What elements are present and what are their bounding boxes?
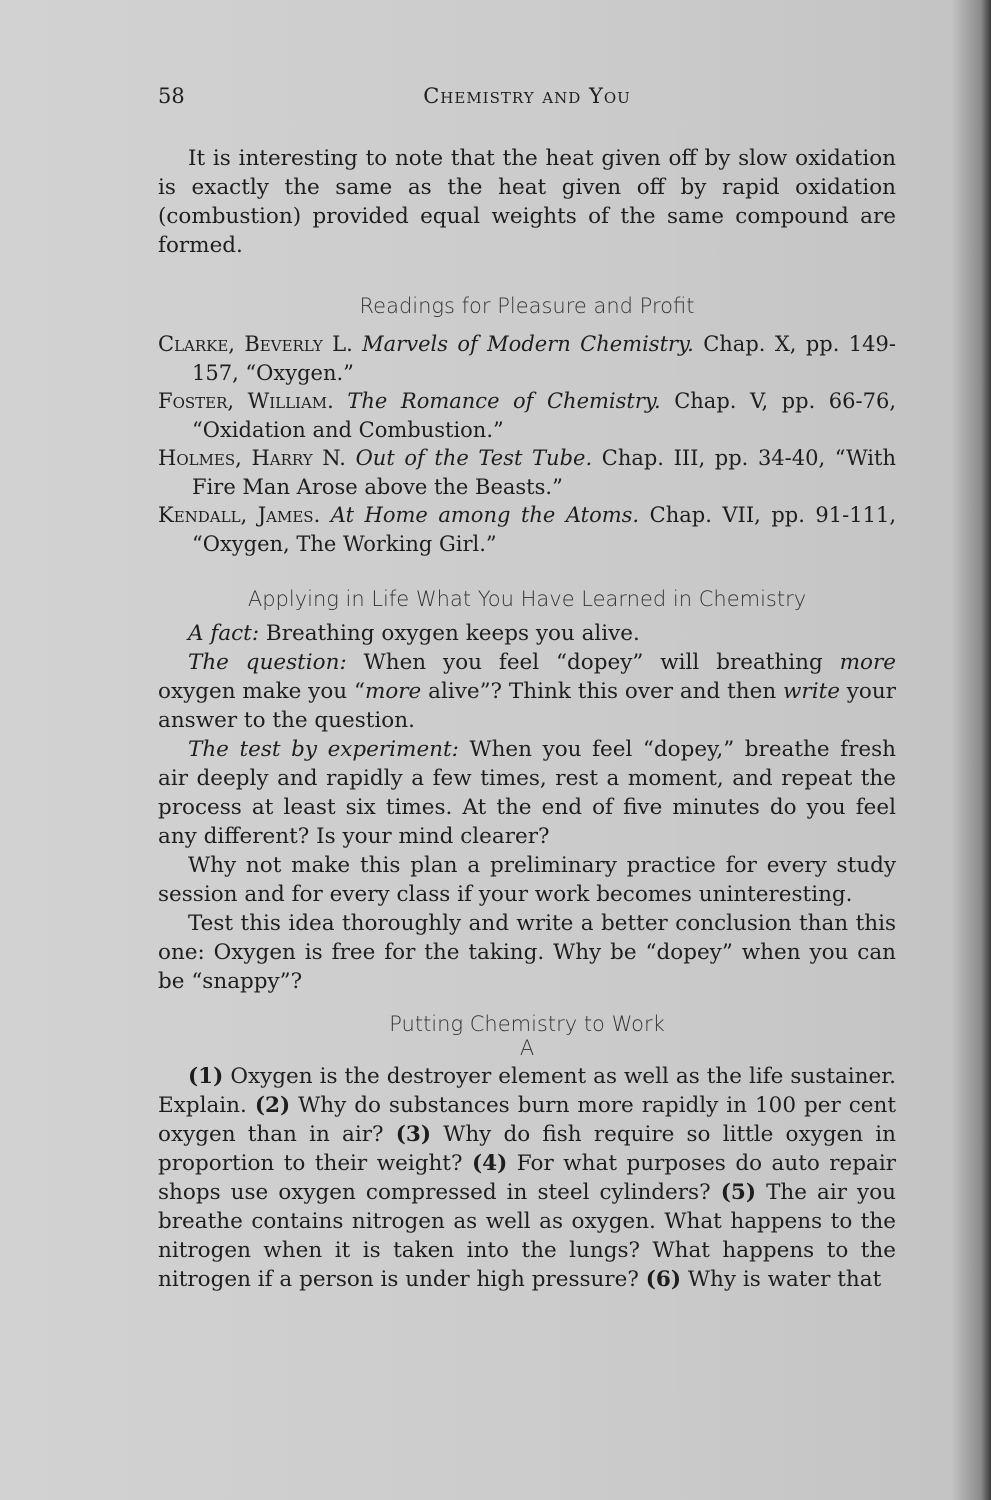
question-text: alive”? Think this over and then (428, 679, 777, 704)
reading-author: Foster, William. (158, 389, 334, 413)
applying-heading: Applying in Life What You Have Learned in Chemistry (247, 587, 807, 611)
question-emphasis: more (364, 679, 422, 704)
question-text: When you feel “dopey” will breathing (363, 650, 823, 675)
reading-entry (158, 330, 896, 387)
page-header (158, 84, 896, 118)
reading-author: Clarke, Beverly L. (158, 332, 353, 356)
reading-title: At Home among the Atoms. (330, 503, 640, 527)
reading-details: Chap. III, pp. 34-40, “With Fire Man Arose above the Beasts.” (192, 446, 896, 499)
readings-section (158, 294, 896, 558)
reading-details: Chap. X, pp. 149-157, “Oxygen.” (192, 332, 896, 385)
putting-heading: Putting Chemistry to Work (389, 1012, 665, 1036)
reading-title: Marvels of Modern Chemistry. (362, 332, 694, 356)
question-text: Why do fish require so little oxygen in proportion to their weight? (158, 1122, 896, 1176)
running-title: Chemistry and You (423, 84, 631, 108)
question-emphasis: more (839, 650, 896, 675)
question-text: oxygen make you “ (158, 679, 365, 704)
question-number: (1) (188, 1064, 224, 1089)
why-paragraph: Why not make this plan a preliminary practice for every study session and for every class if your work becomes uninteresting. (158, 853, 896, 907)
intro-paragraph: It is interesting to note that the heat given off by slow oxidation is exactly the same as the heat given off by rapid oxidation (combustion) provided equal weights of the same compound are formed. (158, 146, 896, 258)
test-idea-paragraph: Test this idea thoroughly and write a better conclusion than this one: Oxygen is free for the taking. Why be “dopey” when you can be “snappy”? (158, 911, 896, 994)
question-number: (2) (254, 1093, 291, 1118)
question-number: (6) (645, 1267, 682, 1292)
reading-entry (158, 444, 896, 501)
question-text: your answer to the question. (158, 679, 896, 733)
fact-paragraph (158, 619, 896, 648)
questions-paragraph (158, 1062, 896, 1294)
reading-details: Chap. VII, pp. 91-111, “Oxygen, The Working Girl.” (192, 503, 897, 556)
question-text: Oxygen is the destroyer element as well as the life sustainer. Explain. (158, 1064, 896, 1118)
question-label: The question: (188, 650, 347, 675)
question-text: For what purposes do auto repair shops use oxygen compressed in steel cylinders? (158, 1151, 896, 1205)
reading-entry (158, 387, 896, 444)
fact-label: A fact: (188, 621, 260, 646)
readings-heading: Readings for Pleasure and Profit (359, 294, 695, 318)
reading-author: Holmes, Harry N. (158, 446, 346, 470)
test-text: When you feel “dopey,” breathe fresh air deeply and rapidly a few times, rest a moment, and repeat the process at least six times. At the end of five minutes do you feel any different? Is your mind clearer? (158, 737, 896, 849)
fact-text: Breathing oxygen keeps you alive. (265, 621, 640, 646)
applying-section (158, 587, 896, 996)
test-paragraph (158, 735, 896, 851)
question-number: (4) (471, 1151, 508, 1176)
reading-author: Kendall, James. (158, 503, 321, 527)
reading-title: The Romance of Chemistry. (347, 389, 661, 413)
question-text: Why do substances burn more rapidly in 100 per cent oxygen than in air? (158, 1093, 896, 1147)
reading-entry (158, 501, 896, 558)
intro-section (158, 144, 896, 260)
putting-section (158, 1012, 896, 1294)
reading-details: Chap. V, pp. 66-76, “Oxidation and Combustion.” (192, 389, 896, 442)
reading-title: Out of the Test Tube. (355, 446, 593, 470)
putting-subheading: A (519, 1036, 535, 1060)
question-paragraph (158, 648, 896, 735)
question-number: (3) (395, 1122, 432, 1147)
question-emphasis: write (783, 679, 840, 704)
question-text: Why is water that (687, 1267, 882, 1292)
question-number: (5) (720, 1180, 756, 1205)
page-number: 58 (158, 84, 185, 108)
question-text: The air you breathe contains nitrogen as well as oxygen. What happens to the nitrogen when it is taken into the lungs? What happens to the nitrogen if a person is under high pressure? (158, 1180, 896, 1292)
test-label: The test by experiment: (188, 737, 459, 762)
